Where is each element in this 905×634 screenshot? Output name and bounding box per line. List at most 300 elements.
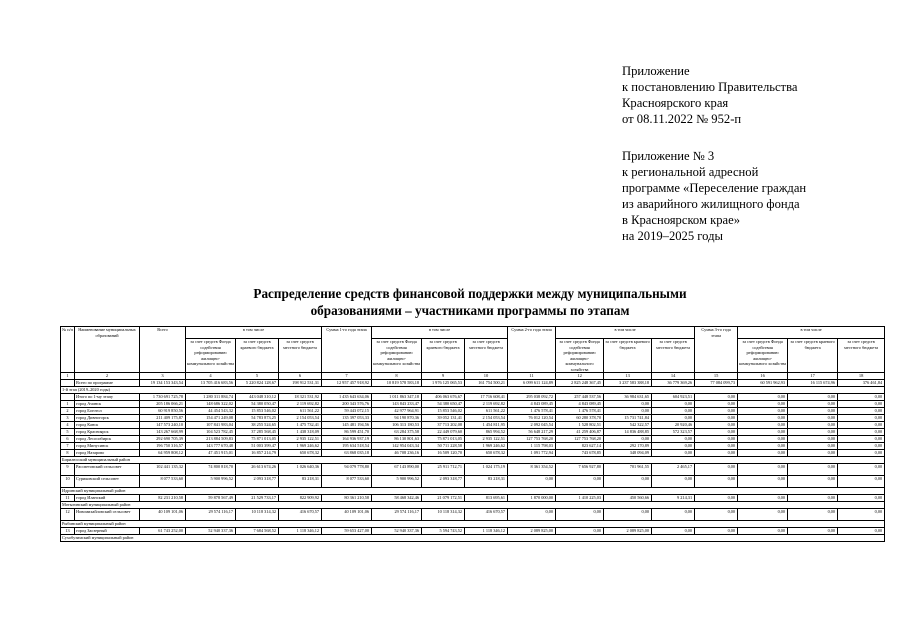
amount-cell: 2 119 692,82 [279,401,322,408]
amount-cell: 148 686 322,02 [186,401,236,408]
amount-cell: 0,00 [838,394,885,401]
municipality-name-cell: город Заозерный [75,528,140,535]
appendix-3-block [622,148,806,244]
header-including: в том числе [372,327,508,339]
header-local: за счет средств местного бюджета [279,339,322,373]
amount-cell: 376 461,84 [838,380,885,387]
amount-cell: 211 409 175,87 [140,415,186,422]
amount-cell: 8 077 533,60 [140,476,186,488]
table-row [61,464,885,476]
amount-cell: 21 529 733,17 [236,495,279,502]
amount-cell: 147 573 240,10 [140,422,186,429]
amount-cell: 14 836 488,85 [604,429,652,436]
document-title-line: Распределение средств финансовой поддержки между муниципальными [253,286,687,301]
amount-cell: 80 361 210,58 [322,495,372,502]
amount-cell: 0,00 [556,528,604,535]
amount-cell: 0,00 [838,464,885,476]
amount-cell: 0,00 [738,528,788,535]
amount-cell: 0,00 [788,450,838,457]
amount-cell: 0,00 [838,509,885,521]
column-index-cell: 6 [279,373,322,380]
amount-cell: 450 560,66 [604,495,652,502]
amount-cell: 1 969 246,62 [279,443,322,450]
document-title-line: образованиями – участниками программы по этапам [310,303,630,318]
amount-cell: 0,00 [788,476,838,488]
amount-cell: 200 343 576,76 [322,401,372,408]
amount-cell: 2 825 248 367,45 [556,380,604,387]
appendix-3-line: к региональной адресной [622,165,759,179]
column-index-cell: 14 [652,373,695,380]
amount-cell: 0,00 [788,415,838,422]
column-index-cell: 1 [61,373,75,380]
amount-cell: 443 048 310,12 [236,394,279,401]
amount-cell: 15 853 546,02 [236,408,279,415]
amount-cell: 16 115 674,96 [788,380,838,387]
column-index-cell: 12 [556,373,604,380]
amount-cell: 60 591 962,93 [738,380,788,387]
row-number-cell: 1 [61,401,75,408]
municipality-name-cell: город Ачинск [75,401,140,408]
amount-cell: 12 957 457 918,92 [322,380,372,387]
section-row [61,387,885,394]
amount-cell: 0,00 [604,509,652,521]
amount-cell: 1 969 246,62 [465,443,508,450]
amount-cell: 213 884 509,83 [186,436,236,443]
amount-cell: 416 670,57 [465,509,508,521]
amount-cell: 5 220 824 128,67 [236,380,279,387]
amount-cell: 205 186 066,21 [140,401,186,408]
amount-cell: 2 154 053,54 [279,415,322,422]
table-row [61,422,885,429]
appendix-3-line: из аварийного жилищного фонда [622,197,800,211]
header-regional: за счет средств краевого бюджета [604,339,652,373]
amount-cell: 0,00 [556,509,604,521]
amount-cell: 0,00 [738,422,788,429]
amount-cell: 63 284 375,58 [372,429,422,436]
column-index-cell: 17 [788,373,838,380]
appendix-1-line: от 08.11.2022 № 952-п [622,112,742,126]
municipality-name-cell: Всего по программе [75,380,140,387]
section-row [61,521,885,528]
amount-cell: 0,00 [838,429,885,436]
amount-cell: 143 843 233,47 [372,401,422,408]
amount-cell: 1 730 691 725,78 [140,394,186,401]
amount-cell: 0,00 [838,415,885,422]
header-stage3: Сумма 3-го года этапа [695,327,738,373]
amount-cell: 67 143 890,00 [372,464,422,476]
amount-cell: 0,00 [738,495,788,502]
header-including: в том числе [556,327,695,339]
amount-cell: 0,00 [788,443,838,450]
amount-cell: 2 093 318,77 [422,476,465,488]
appendix-1-line: Приложение [622,64,690,78]
amount-cell: 650 678,32 [279,450,322,457]
amount-cell: 46 708 236,16 [372,450,422,457]
table-row [61,495,885,502]
column-index-cell: 11 [508,373,556,380]
amount-cell: 2 119 692,82 [465,401,508,408]
section-label: Идринский муниципальный район [61,488,885,495]
header-stage1: Сумма 1-го года этапа [322,327,372,373]
amount-cell: 0,00 [838,476,885,488]
amount-cell: 1 115 798,03 [508,443,556,450]
column-index-cell: 9 [422,373,465,380]
amount-cell: 83 218,31 [279,476,322,488]
amount-cell: 1 410 225,03 [556,495,604,502]
amount-cell: 9 214,31 [652,495,695,502]
amount-cell: 40 109 101,06 [322,509,372,521]
row-number-cell [61,380,75,387]
column-index-row [61,373,885,380]
amount-cell: 292 690 705,39 [140,436,186,443]
amount-cell: 1 476 578,41 [508,408,556,415]
amount-cell: 0,00 [738,394,788,401]
amount-cell: 0,00 [695,422,738,429]
amount-cell: 2 465,17 [652,464,695,476]
column-index-cell: 4 [186,373,236,380]
appendix-3-line: программе «Переселение граждан [622,181,807,195]
amount-cell: 164 936 937,19 [322,436,372,443]
amount-cell: 0,00 [788,401,838,408]
amount-cell: 1 438 318,09 [279,429,322,436]
appendix-1-line: Красноярского края [622,96,729,110]
amount-cell: 8 077 533,60 [322,476,372,488]
appendix-1-line: к постановлению Правительства [622,80,798,94]
row-number-cell: 5 [61,429,75,436]
appendix-1-block [622,63,797,127]
amount-cell: 75 871 013,05 [236,436,279,443]
amount-cell: 18 321 531,92 [279,394,322,401]
amount-cell: 16 857 214,79 [236,450,279,457]
row-number-cell: 8 [61,450,75,457]
amount-cell: 2 089 825,00 [508,528,556,535]
amount-cell: 142 954 043,34 [372,443,422,450]
amount-cell: 82 231 210,58 [140,495,186,502]
column-index-cell: 2 [75,373,140,380]
amount-cell: 6 099 611 124,89 [508,380,556,387]
amount-cell: 106 313 180,53 [372,422,422,429]
amount-cell: 22 449 079,60 [422,429,465,436]
row-number-cell [61,394,75,401]
amount-cell: 154 471 249,08 [186,415,236,422]
amount-cell: 0,00 [788,464,838,476]
amount-cell: 4 843 089,45 [556,401,604,408]
amount-cell: 77 084 099,73 [695,380,738,387]
section-row [61,502,885,509]
amount-cell: 19 134 153 343,54 [140,380,186,387]
amount-cell: 7 656 927,80 [556,464,604,476]
amount-cell: 2 089 825,00 [604,528,652,535]
section-row [61,488,885,495]
amount-cell: 0,00 [738,436,788,443]
amount-cell: 47 451 915,01 [186,450,236,457]
amount-cell: 86 130 801,63 [372,436,422,443]
amount-cell: 1 091 772,94 [508,450,556,457]
amount-cell: 127 753 768,20 [556,436,604,443]
table-row [61,509,885,521]
amount-cell: 1 976 125 065,53 [422,380,465,387]
amount-cell: 542 322,57 [604,422,652,429]
amount-cell: 102 441 135,32 [140,464,186,476]
section-row [61,535,885,542]
row-number-cell: 2 [61,408,75,415]
amount-cell: 0,00 [604,401,652,408]
amount-cell: 0,00 [838,528,885,535]
amount-cell: 16 509 120,70 [422,450,465,457]
amount-cell: 60 919 850,56 [140,408,186,415]
amount-cell: 59 443 072,15 [322,408,372,415]
amount-cell: 2 935 122,51 [279,436,322,443]
amount-cell: 0,00 [652,450,695,457]
amount-cell: 94 190 870,36 [372,415,422,422]
amount-cell: 36 779 369,26 [652,380,695,387]
appendix-3-line: на 2019–2025 годы [622,229,723,243]
municipality-name-cell: город Канск [75,422,140,429]
amount-cell: 1 024 175,19 [465,464,508,476]
amount-cell: 0,00 [695,443,738,450]
amount-cell: 10 118 314,32 [422,509,465,521]
table-row [61,528,885,535]
table-row [61,443,885,450]
amount-cell: 63 868 035,18 [322,450,372,457]
amount-cell: 0,00 [695,476,738,488]
column-index-cell: 5 [236,373,279,380]
amount-cell: 0,00 [556,476,604,488]
amount-cell: 1 528 802,51 [556,422,604,429]
amount-cell: 0,00 [604,436,652,443]
amount-cell: 822 909,92 [279,495,322,502]
header-including: в том числе [738,327,885,339]
row-number-cell: 11 [61,495,75,502]
amount-cell: 195 634 518,54 [322,443,372,450]
header-local: за счет средств местного бюджета [652,339,695,373]
section-label: Бирилюсский муниципальный район [61,457,885,464]
amount-cell: 0,00 [838,408,885,415]
amount-cell: 0,00 [738,401,788,408]
municipality-name-cell: город Иланский [75,495,140,502]
amount-cell: 2 093 318,77 [236,476,279,488]
amount-cell: 0,00 [788,394,838,401]
amount-cell: 0,00 [738,509,788,521]
column-index-cell: 16 [738,373,788,380]
amount-cell: 13 705 416 683,56 [186,380,236,387]
amount-cell: 196 750 316,57 [140,443,186,450]
amount-cell: 2 154 053,54 [465,415,508,422]
amount-cell: 17 716 608,41 [465,394,508,401]
amount-cell: 25 911 712,71 [422,464,465,476]
municipality-name-cell: город Боготол [75,408,140,415]
header-fund: за счет средств Фонда содействия реформированию жилищно-коммунального хозяйства [186,339,236,373]
amount-cell: 1 011 863 347,18 [372,394,422,401]
amount-cell: 0,00 [695,401,738,408]
stage-label: 1-й этап (2019–2020 годы) [61,387,885,394]
amount-cell: 0,00 [695,495,738,502]
amount-cell: 611 561,22 [465,408,508,415]
amount-cell: 7 684 568,52 [236,528,279,535]
amount-cell: 143 267 668,99 [140,429,186,436]
amount-cell: 611 561,22 [279,408,322,415]
table-row [61,401,885,408]
amount-cell: 0,00 [788,528,838,535]
header-regional: за счет средств краевого бюджета [788,339,838,373]
amount-cell: 75 871 013,05 [422,436,465,443]
column-index-cell: 18 [838,373,885,380]
table-header-row [61,327,885,339]
amount-cell: 604 923,51 [652,394,695,401]
amount-cell: 54 783 873,25 [236,415,279,422]
amount-cell: 74 800 818,70 [186,464,236,476]
amount-cell: 0,00 [695,528,738,535]
amount-cell: 37 285 568,45 [236,429,279,436]
funding-distribution-table [60,326,885,542]
amount-cell: 0,00 [838,436,885,443]
header-fund: за счет средств Фонда содействия реформированию жилищно-коммунального хозяйства [738,339,788,373]
amount-cell: 10 118 314,32 [236,509,279,521]
amount-cell: 5 900 996,52 [372,476,422,488]
municipality-name-cell: город Назарово [75,450,140,457]
amount-cell: 0,00 [838,422,885,429]
amount-cell: 0,00 [652,401,695,408]
amount-cell: 813 695,61 [465,495,508,502]
amount-cell: 0,00 [738,429,788,436]
header-fund: за счет средств Фонда содействия реформированию жилищно-коммунального хозяйства [372,339,422,373]
municipality-name-cell: Рассветовский сельсовет [75,464,140,476]
amount-cell: 0,00 [508,509,556,521]
row-number-cell: 13 [61,528,75,535]
row-number-cell: 3 [61,415,75,422]
amount-cell: 8 361 354,52 [508,464,556,476]
amount-cell: 0,00 [695,450,738,457]
table-row [61,429,885,436]
amount-cell: 198 912 531,31 [279,380,322,387]
amount-cell: 0,00 [738,464,788,476]
amount-cell: 650 678,32 [465,450,508,457]
amount-cell: 52 940 337,36 [186,528,236,535]
amount-cell: 143 777 670,48 [186,443,236,450]
amount-cell: 0,00 [738,408,788,415]
header-including: в том числе [186,327,322,339]
document-title [150,285,790,319]
amount-cell: 0,00 [738,450,788,457]
amount-cell: 0,00 [652,436,695,443]
amount-cell: 0,00 [652,528,695,535]
amount-cell: 21 079 172,51 [422,495,465,502]
amount-cell: 823 627,14 [556,443,604,450]
table-row [61,476,885,488]
header-regional: за счет средств краевого бюджета [236,339,279,373]
amount-cell: 54 380 050,47 [236,401,279,408]
amount-cell: 0,00 [838,401,885,408]
municipality-name-cell: Суриковский сельсовет [75,476,140,488]
amount-cell: 38 255 524,65 [236,422,279,429]
amount-cell: 743 678,85 [556,450,604,457]
amount-cell: 701 961,55 [604,464,652,476]
amount-cell: 0,00 [652,415,695,422]
amount-cell: 0,00 [695,408,738,415]
row-number-cell: 4 [61,422,75,429]
amount-cell: 0,00 [652,476,695,488]
municipality-name-cell: Новомихайловский сельсовет [75,509,140,521]
amount-cell: 0,00 [738,415,788,422]
amount-cell: 0,00 [788,422,838,429]
amount-cell: 104 523 782,45 [186,429,236,436]
amount-cell: 1 118 346,12 [279,528,322,535]
amount-cell: 1 280 311 884,74 [186,394,236,401]
amount-cell: 0,00 [788,509,838,521]
amount-cell: 0,00 [695,394,738,401]
amount-cell: 1 870 000,00 [508,495,556,502]
amount-cell: 60 280 378,70 [556,415,604,422]
amount-cell: 58 468 342,46 [372,495,422,502]
total-row [61,380,885,387]
amount-cell: 15 731 741,84 [604,415,652,422]
amount-cell: 59 653 427,00 [322,528,372,535]
amount-cell: 406 063 676,67 [422,394,465,401]
header-fund: за счет средств Фонда содействия реформированию жилищно-коммунального хозяйства [556,339,604,373]
table-row [61,450,885,457]
amount-cell: 1 435 643 634,06 [322,394,372,401]
row-number-cell: 12 [61,509,75,521]
amount-cell: 865 994,52 [465,429,508,436]
amount-cell: 0,00 [695,509,738,521]
amount-cell: 348 094,09 [604,450,652,457]
header-num: № п/п [61,327,75,373]
amount-cell: 15 853 546,02 [422,408,465,415]
section-label: Рыбинский муниципальный район [61,521,885,528]
amount-cell: 5 900 996,52 [186,476,236,488]
amount-cell: 64 959 808,12 [140,450,186,457]
amount-cell: 50 711 228,58 [422,443,465,450]
section-label: Сухобузимский муниципальный район [61,535,885,542]
amount-cell: 5 594 743,52 [422,528,465,535]
municipality-name-cell: город Лесосибирск [75,436,140,443]
appendix-3-line: Приложение № 3 [622,149,715,163]
amount-cell: 0,00 [695,415,738,422]
row-number-cell: 10 [61,476,75,488]
amount-cell: 1 476 578,41 [556,408,604,415]
amount-cell: 1 454 811,95 [465,422,508,429]
amount-cell: 0,00 [838,495,885,502]
column-index-cell: 10 [465,373,508,380]
municipality-name-cell: город Дивногорск [75,415,140,422]
amount-cell: 94 079 778,80 [322,464,372,476]
amount-cell: 0,00 [738,476,788,488]
amount-cell: 0,00 [604,476,652,488]
amount-cell: 76 012 120,54 [508,415,556,422]
amount-cell: 0,00 [788,429,838,436]
header-local: за счет средств местного бюджета [838,339,885,373]
amount-cell: 145 481 194,56 [322,422,372,429]
amount-cell: 257 448 537,56 [556,394,604,401]
amount-cell: 0,00 [838,443,885,450]
amount-cell: 41 259 406,87 [556,429,604,436]
amount-cell: 2 092 045,54 [508,422,556,429]
amount-cell: 161 754 500,21 [465,380,508,387]
amount-cell: 52 940 337,36 [372,528,422,535]
amount-cell: 29 574 116,17 [186,509,236,521]
column-index-cell: 7 [322,373,372,380]
header-local: за счет средств местного бюджета [465,339,508,373]
table-body [61,327,885,542]
amount-cell: 572 323,57 [652,429,695,436]
row-number-cell: 7 [61,443,75,450]
municipality-name-cell: город Минусинск [75,443,140,450]
row-number-cell: 9 [61,464,75,476]
amount-cell: 0,00 [695,464,738,476]
column-index-cell: 3 [140,373,186,380]
table-row [61,408,885,415]
municipality-name-cell: город Красноярск [75,429,140,436]
